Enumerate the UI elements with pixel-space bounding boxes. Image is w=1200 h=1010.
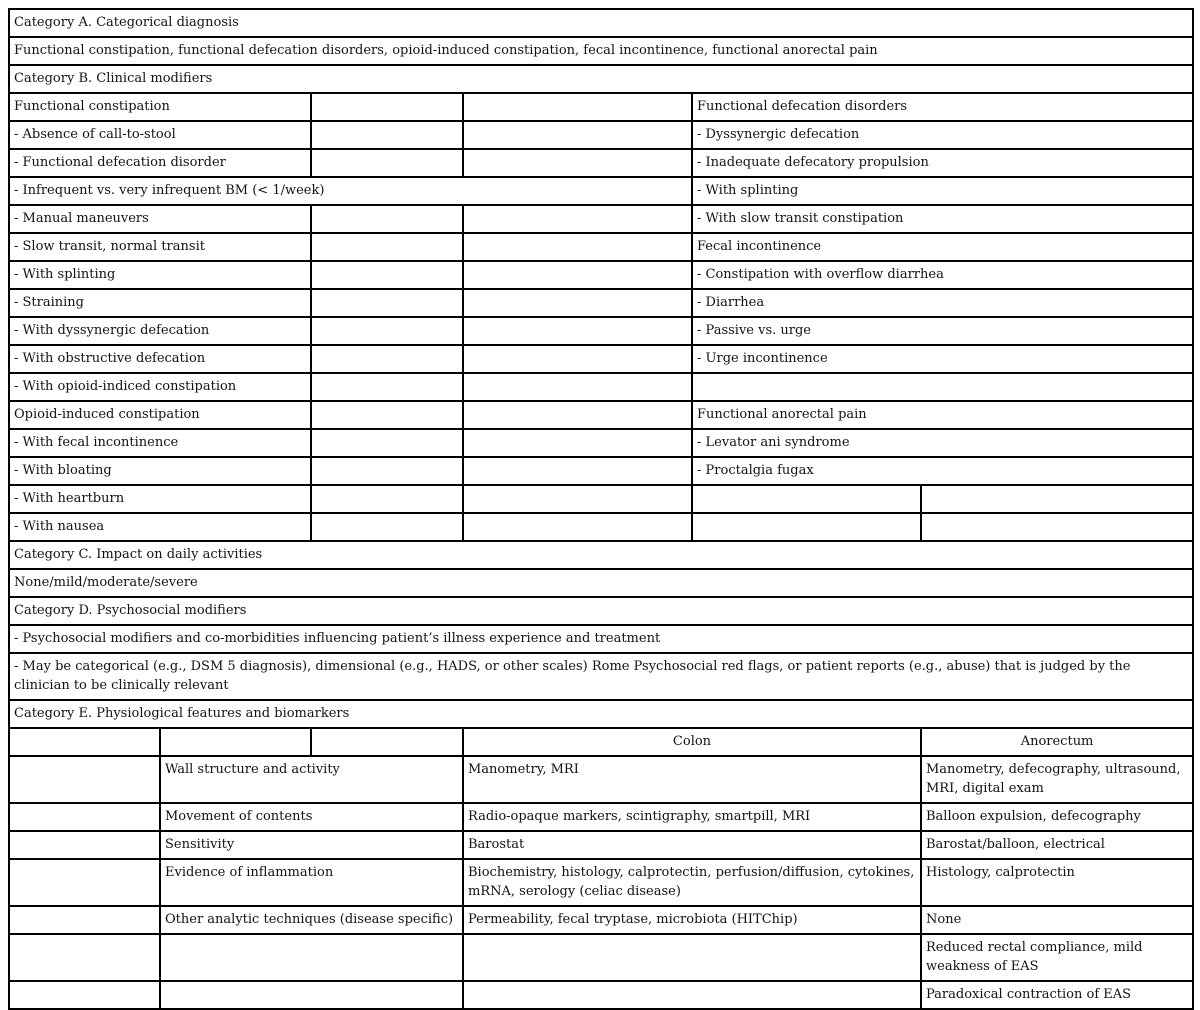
modifier-row	[9, 513, 1193, 541]
feature-cell: Sensitivity	[160, 831, 463, 859]
biomarker-row	[9, 859, 1193, 906]
category-d-title-row	[9, 597, 1193, 625]
empty-cell	[9, 859, 160, 906]
modifier-row	[9, 289, 1193, 317]
modifier-left-cell: Opioid-induced constipation	[9, 401, 311, 429]
modifier-right-cell: - Dyssynergic defecation	[692, 121, 1193, 149]
empty-cell	[463, 261, 692, 289]
rome-classification-table	[8, 8, 1194, 1010]
modifier-right-cell: - Urge incontinence	[692, 345, 1193, 373]
feature-cell	[160, 934, 463, 981]
empty-cell	[463, 513, 692, 541]
feature-cell: Other analytic techniques (disease specific)	[160, 906, 463, 934]
modifier-left-cell: - With dyssynergic defecation	[9, 317, 311, 345]
category-d-line2: - May be categorical (e.g., DSM 5 diagnosis), dimensional (e.g., HADS, or other scales) Rome Psychosocial red flags, or patient reports (e.g., abuse) that is judged by the clinician to be clinically relevant	[9, 653, 1193, 700]
colon-cell: Barostat	[463, 831, 921, 859]
anorectum-cell: None	[921, 906, 1193, 934]
colon-cell	[463, 981, 921, 1009]
empty-cell	[311, 457, 463, 485]
empty-cell	[311, 317, 463, 345]
biomarker-row	[9, 831, 1193, 859]
colon-cell: Permeability, fecal tryptase, microbiota (HITChip)	[463, 906, 921, 934]
modifier-left-cell: - Manual maneuvers	[9, 205, 311, 233]
empty-cell	[463, 233, 692, 261]
modifier-right-cell: - With splinting	[692, 177, 1193, 205]
empty-cell	[692, 513, 921, 541]
modifier-row	[9, 401, 1193, 429]
anorectum-cell: Reduced rectal compliance, mild weakness of EAS	[921, 934, 1193, 981]
empty-cell	[463, 93, 692, 121]
modifier-right-cell: - Proctalgia fugax	[692, 457, 1193, 485]
empty-cell	[9, 906, 160, 934]
modifier-right-cell: - Passive vs. urge	[692, 317, 1193, 345]
empty-cell	[463, 205, 692, 233]
modifier-right-cell: Fecal incontinence	[692, 233, 1193, 261]
empty-cell	[463, 373, 692, 401]
anorectum-cell: Manometry, defecography, ultrasound, MRI, digital exam	[921, 756, 1193, 803]
empty-cell	[463, 429, 692, 457]
empty-cell	[311, 513, 463, 541]
category-d-line2-row	[9, 653, 1193, 700]
empty-cell	[463, 345, 692, 373]
anorectum-cell: Paradoxical contraction of EAS	[921, 981, 1193, 1009]
modifier-row	[9, 93, 1193, 121]
modifier-left-cell: - Infrequent vs. very infrequent BM (< 1/week)	[9, 177, 692, 205]
empty-cell	[311, 149, 463, 177]
category-c-text: None/mild/moderate/severe	[9, 569, 1193, 597]
category-b-title-row	[9, 65, 1193, 93]
modifier-right-cell: - Inadequate defecatory propulsion	[692, 149, 1193, 177]
empty-cell	[692, 485, 921, 513]
modifier-right-cell: - Levator ani syndrome	[692, 429, 1193, 457]
empty-cell	[311, 485, 463, 513]
empty-cell	[463, 149, 692, 177]
modifier-row	[9, 177, 1193, 205]
modifier-right-cell: Functional anorectal pain	[692, 401, 1193, 429]
empty-cell	[311, 121, 463, 149]
category-a-title: Category A. Categorical diagnosis	[9, 9, 1193, 37]
modifier-right-cell: Functional defecation disorders	[692, 93, 1193, 121]
modifier-left-cell: - Functional defecation disorder	[9, 149, 311, 177]
modifier-row	[9, 317, 1193, 345]
category-d-line1-row	[9, 625, 1193, 653]
colon-cell: Manometry, MRI	[463, 756, 921, 803]
empty-cell	[311, 233, 463, 261]
biomarker-row	[9, 803, 1193, 831]
colon-cell: Radio-opaque markers, scintigraphy, smartpill, MRI	[463, 803, 921, 831]
category-e-header-row	[9, 728, 1193, 756]
anorectum-cell: Barostat/balloon, electrical	[921, 831, 1193, 859]
modifier-row	[9, 485, 1193, 513]
empty-cell	[463, 317, 692, 345]
anorectum-cell: Histology, calprotectin	[921, 859, 1193, 906]
empty-cell	[9, 981, 160, 1009]
category-b-title: Category B. Clinical modifiers	[9, 65, 1193, 93]
modifier-left-cell: - With nausea	[9, 513, 311, 541]
empty-cell	[9, 728, 160, 756]
empty-cell	[9, 831, 160, 859]
empty-cell	[311, 429, 463, 457]
modifier-left-cell: - With bloating	[9, 457, 311, 485]
modifier-row	[9, 205, 1193, 233]
category-e-title-row	[9, 700, 1193, 728]
modifier-left-cell: - Absence of call-to-stool	[9, 121, 311, 149]
empty-cell	[463, 485, 692, 513]
modifier-left-cell: Functional constipation	[9, 93, 311, 121]
modifier-row	[9, 457, 1193, 485]
category-c-title: Category C. Impact on daily activities	[9, 541, 1193, 569]
category-c-text-row	[9, 569, 1193, 597]
feature-cell: Movement of contents	[160, 803, 463, 831]
empty-cell	[311, 289, 463, 317]
category-d-title: Category D. Psychosocial modifiers	[9, 597, 1193, 625]
empty-cell	[921, 513, 1193, 541]
category-d-line1: - Psychosocial modifiers and co-morbidities influencing patient’s illness experience and treatment	[9, 625, 1193, 653]
biomarker-row	[9, 934, 1193, 981]
modifier-row	[9, 429, 1193, 457]
modifier-row	[9, 233, 1193, 261]
modifier-right-cell	[692, 373, 1193, 401]
modifier-row	[9, 121, 1193, 149]
modifier-right-cell: - With slow transit constipation	[692, 205, 1193, 233]
empty-cell	[463, 401, 692, 429]
feature-cell: Evidence of inflammation	[160, 859, 463, 906]
modifier-left-cell: - With splinting	[9, 261, 311, 289]
empty-cell	[160, 728, 311, 756]
empty-cell	[311, 261, 463, 289]
empty-cell	[921, 485, 1193, 513]
category-c-title-row	[9, 541, 1193, 569]
modifier-left-cell: - Straining	[9, 289, 311, 317]
modifier-left-cell: - With opioid-indiced constipation	[9, 373, 311, 401]
biomarker-row	[9, 756, 1193, 803]
empty-cell	[311, 93, 463, 121]
empty-cell	[311, 345, 463, 373]
modifier-left-cell: - With obstructive defecation	[9, 345, 311, 373]
category-a-title-row	[9, 9, 1193, 37]
category-a-text: Functional constipation, functional defecation disorders, opioid-induced constipation, fecal incontinence, functional anorectal pain	[9, 37, 1193, 65]
biomarker-row	[9, 906, 1193, 934]
modifier-row	[9, 373, 1193, 401]
feature-cell	[160, 981, 463, 1009]
empty-cell	[311, 373, 463, 401]
modifier-row	[9, 261, 1193, 289]
empty-cell	[9, 934, 160, 981]
empty-cell	[9, 803, 160, 831]
empty-cell	[311, 728, 463, 756]
modifier-right-cell: - Constipation with overflow diarrhea	[692, 261, 1193, 289]
modifier-right-cell: - Diarrhea	[692, 289, 1193, 317]
modifier-left-cell: - With fecal incontinence	[9, 429, 311, 457]
category-e-title: Category E. Physiological features and biomarkers	[9, 700, 1193, 728]
colon-column-header: Colon	[463, 728, 921, 756]
empty-cell	[311, 205, 463, 233]
empty-cell	[311, 401, 463, 429]
modifier-row	[9, 345, 1193, 373]
feature-cell: Wall structure and activity	[160, 756, 463, 803]
empty-cell	[463, 289, 692, 317]
empty-cell	[9, 756, 160, 803]
empty-cell	[463, 121, 692, 149]
category-a-text-row	[9, 37, 1193, 65]
anorectum-cell: Balloon expulsion, defecography	[921, 803, 1193, 831]
colon-cell: Biochemistry, histology, calprotectin, perfusion/diffusion, cytokines, mRNA, serology (celiac disease)	[463, 859, 921, 906]
modifier-row	[9, 149, 1193, 177]
empty-cell	[463, 457, 692, 485]
modifier-left-cell: - Slow transit, normal transit	[9, 233, 311, 261]
modifier-left-cell: - With heartburn	[9, 485, 311, 513]
anorectum-column-header: Anorectum	[921, 728, 1193, 756]
biomarker-row	[9, 981, 1193, 1009]
colon-cell	[463, 934, 921, 981]
